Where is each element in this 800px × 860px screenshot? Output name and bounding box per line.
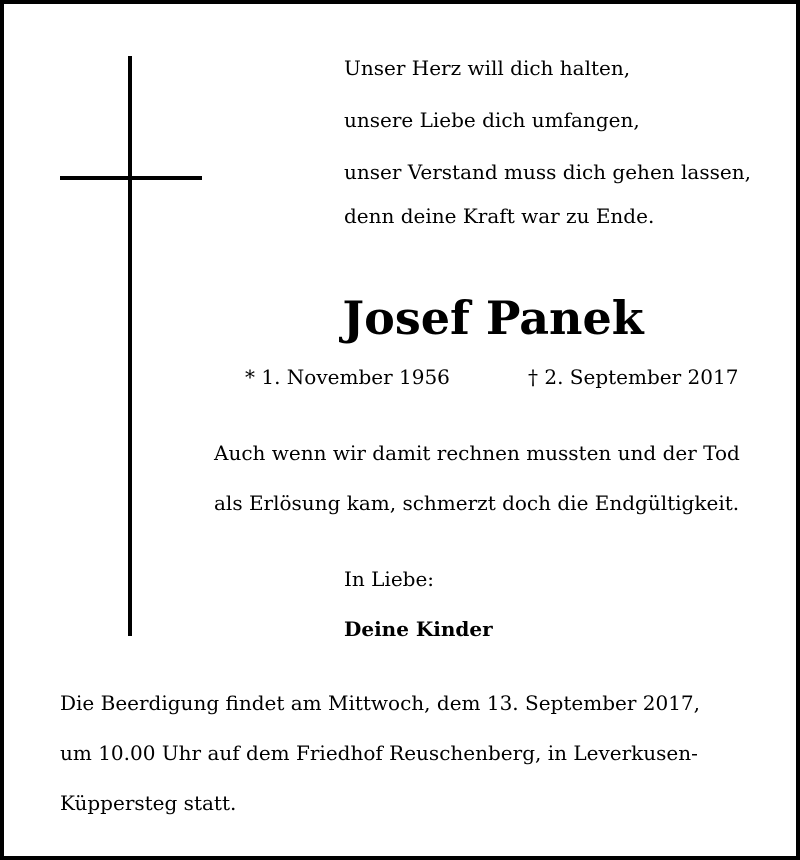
death-date: † 2. September 2017 [528, 365, 739, 389]
funeral-line: Die Beerdigung findet am Mittwoch, dem 13. September 2017, [60, 691, 700, 715]
cross-horizontal-bar [60, 176, 202, 180]
funeral-line: um 10.00 Uhr auf dem Friedhof Reuschenberg, in Leverkusen- [60, 741, 698, 765]
deceased-name: Josef Panek [342, 291, 644, 345]
birth-date: * 1. November 1956 [245, 365, 450, 389]
message-line: als Erlösung kam, schmerzt doch die Endgültigkeit. [214, 491, 740, 515]
message-line: Auch wenn wir damit rechnen mussten und der Tod [214, 441, 740, 465]
signature-signers: Deine Kinder [344, 617, 493, 641]
poem-line: unser Verstand muss dich gehen lassen, [344, 160, 751, 184]
poem-line: denn deine Kraft war zu Ende. [344, 204, 655, 228]
poem-line: unsere Liebe dich umfangen, [344, 108, 640, 132]
poem-line: Unser Herz will dich halten, [344, 56, 631, 80]
funeral-line: Küppersteg statt. [60, 791, 237, 815]
signature-intro: In Liebe: [344, 567, 435, 591]
cross-vertical-bar [128, 56, 132, 636]
